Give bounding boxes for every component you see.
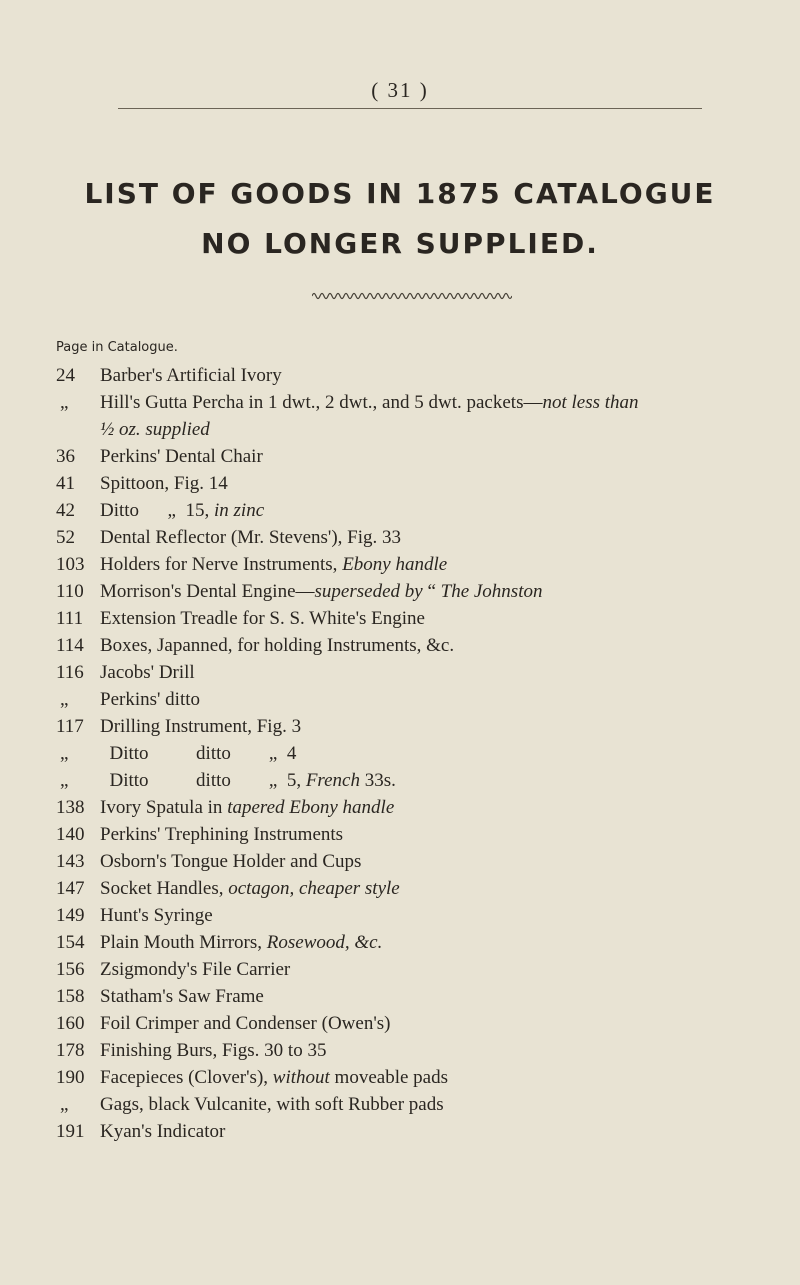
catalogue-entry	[56, 767, 796, 794]
entry-text-part: moveable pads	[329, 1067, 448, 1088]
entry-text-part: Perkins' Trephining Instruments	[100, 824, 344, 845]
entry-text-part: not less than	[542, 392, 639, 413]
entry-page-number: 116	[56, 662, 84, 683]
entry-text-part: tapered Ebony handle	[227, 797, 395, 818]
catalogue-entry	[56, 821, 796, 848]
entry-description	[100, 497, 264, 524]
entry-text-part: Zsigmondy's File Carrier	[100, 959, 291, 980]
entry-description	[100, 875, 400, 902]
catalogue-entry	[56, 929, 796, 956]
entry-description	[100, 686, 200, 713]
entry-page-number: 158	[56, 986, 85, 1007]
title-line-2: NO LONGER SUPPLIED.	[201, 227, 599, 260]
catalogue-entry	[56, 1118, 796, 1145]
entry-description	[100, 551, 447, 578]
entry-description	[100, 983, 264, 1010]
entry-text-part: without	[272, 1067, 330, 1088]
entry-page-number: 190	[56, 1067, 85, 1088]
entry-page-number: 154	[56, 932, 85, 953]
entries-list	[56, 362, 796, 1145]
catalogue-entry	[56, 524, 796, 551]
catalogue-entry	[56, 956, 796, 983]
entry-text-part: ½ oz. supplied	[100, 419, 210, 440]
entry-text-part: octagon, cheaper style	[228, 878, 400, 899]
entry-text-part: Dental Reflector (Mr. Stevens'), Fig. 33	[100, 527, 402, 548]
entry-description	[100, 389, 639, 416]
entry-page-number: 149	[56, 905, 85, 926]
entry-text-part: Ditto ditto „ 4	[100, 743, 297, 764]
catalogue-entry	[56, 443, 796, 470]
entry-page-number: 178	[56, 1040, 85, 1061]
catalogue-entry	[56, 659, 796, 686]
catalogue-entry	[56, 902, 796, 929]
entry-description	[100, 1037, 326, 1064]
entry-page-number: 36	[56, 446, 75, 467]
title-line-1: LIST OF GOODS IN 1875 CATALOGUE	[84, 177, 716, 210]
entry-text-part: Osborn's Tongue Holder and Cups	[100, 851, 362, 872]
entry-page-number: 114	[56, 635, 84, 656]
entry-text-part: Hill's Gutta Percha in 1 dwt., 2 dwt., and 5 dwt. packets—	[100, 392, 543, 413]
entry-description	[100, 848, 361, 875]
entry-page-number: 191	[56, 1121, 85, 1142]
entry-page-number: 147	[56, 878, 85, 899]
entry-description	[100, 1064, 448, 1091]
entry-description	[100, 794, 394, 821]
entry-text-part: “	[422, 581, 441, 602]
entry-description	[100, 605, 425, 632]
entry-description	[100, 821, 343, 848]
catalogue-entry	[56, 875, 796, 902]
catalogue-entry	[56, 389, 796, 416]
catalogue-entry	[56, 1091, 796, 1118]
entry-text-part: Drilling Instrument, Fig. 3	[100, 716, 302, 737]
entry-page-number: 140	[56, 824, 85, 845]
entry-text-part: Ebony handle	[342, 554, 448, 575]
entry-description	[100, 902, 213, 929]
entry-page-number: 160	[56, 1013, 85, 1034]
entry-page-number: „	[60, 743, 69, 764]
entry-page-number: 42	[56, 500, 75, 521]
entry-text-part: Hunt's Syringe	[100, 905, 213, 926]
catalogue-entry	[56, 416, 796, 443]
entry-text-part: superseded by	[314, 581, 423, 602]
entry-page-number: 156	[56, 959, 85, 980]
column-header: Page in Catalogue.	[56, 340, 178, 355]
entry-description	[100, 443, 263, 470]
entry-description	[100, 767, 396, 794]
entry-text-part: Perkins' ditto	[100, 689, 201, 710]
entry-text-part: Ivory Spatula in	[100, 797, 228, 818]
entry-text-part: Boxes, Japanned, for holding Instruments, &c.	[100, 635, 455, 656]
catalogue-entry	[56, 848, 796, 875]
catalogue-entry	[56, 1010, 796, 1037]
entry-text-part: Finishing Burs, Figs. 30 to 35	[100, 1040, 327, 1061]
entry-text-part: Extension Treadle for S. S. White's Engine	[100, 608, 425, 629]
entry-page-number: 117	[56, 716, 84, 737]
entry-text-part: Holders for Nerve Instruments,	[100, 554, 343, 575]
entry-text-part: Spittoon, Fig. 14	[100, 473, 228, 494]
entry-page-number: 41	[56, 473, 75, 494]
entry-text-part: Ditto „ 15,	[100, 500, 214, 521]
entry-description	[100, 740, 296, 767]
entry-text-part: French	[305, 770, 360, 791]
entry-text-part: Ditto ditto „ 5,	[100, 770, 306, 791]
entry-description	[100, 1091, 444, 1118]
catalogue-entry	[56, 470, 796, 497]
entry-text-part: The Johnston	[440, 581, 543, 602]
entry-page-number: 138	[56, 797, 85, 818]
entry-page-number: 24	[56, 365, 75, 386]
entry-description	[100, 1010, 390, 1037]
catalogue-entry	[56, 686, 796, 713]
entry-description	[100, 632, 454, 659]
catalogue-entry	[56, 1037, 796, 1064]
entry-page-number: „	[60, 392, 69, 413]
catalogue-entry	[56, 578, 796, 605]
entry-text-part: Barber's Artificial Ivory	[100, 365, 282, 386]
entry-description	[100, 956, 290, 983]
entry-description	[100, 362, 282, 389]
catalogue-entry	[56, 362, 796, 389]
catalogue-entry	[56, 632, 796, 659]
entry-description	[100, 659, 195, 686]
entry-text-part: Jacobs' Drill	[100, 662, 195, 683]
entry-text-part: Statham's Saw Frame	[100, 986, 264, 1007]
catalogue-entry	[56, 794, 796, 821]
header-rule	[118, 108, 702, 109]
entry-text-part: Perkins' Dental Chair	[100, 446, 263, 467]
entry-description	[56, 416, 210, 443]
entry-text-part: in zinc	[214, 500, 265, 521]
entry-description	[100, 470, 228, 497]
entry-text-part: Socket Handles,	[100, 878, 229, 899]
entry-description	[100, 578, 542, 605]
entry-text-part: Foil Crimper and Condenser (Owen's)	[100, 1013, 391, 1034]
entry-description	[100, 524, 401, 551]
entry-description	[100, 713, 301, 740]
catalogue-entry	[56, 497, 796, 524]
entry-text-part: Plain Mouth Mirrors,	[100, 932, 267, 953]
entry-text-part: 33s.	[360, 770, 396, 791]
entry-page-number: „	[60, 689, 69, 710]
wavy-ornament-divider	[312, 290, 512, 302]
catalogue-entry	[56, 983, 796, 1010]
entry-text-part: Gags, black Vulcanite, with soft Rubber pads	[100, 1094, 444, 1115]
entry-text-part: Morrison's Dental Engine—	[100, 581, 315, 602]
entry-page-number: 103	[56, 554, 85, 575]
catalogue-entry	[56, 713, 796, 740]
catalogue-entry	[56, 1064, 796, 1091]
entry-page-number: 143	[56, 851, 85, 872]
entry-description	[100, 929, 382, 956]
entry-page-number: 110	[56, 581, 84, 602]
entry-page-number: „	[60, 1094, 69, 1115]
catalogue-entry	[56, 740, 796, 767]
entry-page-number: 52	[56, 527, 75, 548]
entry-text-part: Kyan's Indicator	[100, 1121, 226, 1142]
entry-text-part: Facepieces (Clover's),	[100, 1067, 273, 1088]
entry-page-number: „	[60, 770, 69, 791]
entry-description	[100, 1118, 225, 1145]
entry-text-part: Rosewood, &c.	[266, 932, 383, 953]
catalogue-entry	[56, 605, 796, 632]
page-number: ( 31 )	[371, 78, 429, 102]
catalogue-entry	[56, 551, 796, 578]
entry-page-number: 111	[56, 608, 84, 629]
